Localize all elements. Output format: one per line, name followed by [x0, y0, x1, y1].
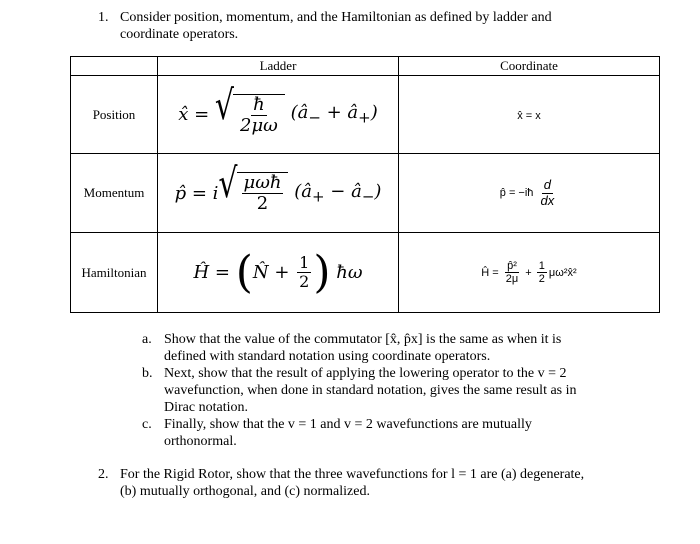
subquestion-a [142, 331, 602, 365]
header-label [71, 57, 158, 76]
row-label-hamiltonian: Hamiltonian [71, 233, 158, 313]
row-label-position: Position [71, 76, 158, 154]
table-row-hamiltonian [71, 233, 660, 313]
operator-table [70, 56, 660, 313]
question-1-number: 1. [98, 10, 109, 25]
subquestion-c-text: Finally, show that the v = 1 and v = 2 wavefunctions are mutually orthonormal. [164, 417, 532, 449]
subquestion-c [142, 416, 602, 450]
position-ladder-formula: x̂ = √ $\frac{ħ}{2\mu\omega}$ ($â_-$ + $â_+$) [158, 76, 399, 154]
question-2-text: For the Rigid Rotor, show that the three wavefunctions for l = 1 are (a) degenerate, (b) mutually orthogonal, and (c) normalized. [120, 467, 585, 499]
subquestion-b [142, 365, 602, 416]
subquestion-b-text: Next, show that the result of applying the lowering operator to the v = 2 wavefunction, when done in standard notation, gives the same result as in Dirac notation. [164, 366, 577, 415]
question-1-text: Consider position, momentum, and the Hamiltonian as defined by ladder and coordinate operators. [120, 10, 552, 42]
hamiltonian-ladder-formula: Ĥ = ( N̂ + $\frac{1}{2}$ ) ħω [158, 233, 399, 313]
table-header-row [71, 57, 660, 76]
header-coordinate: Coordinate [399, 57, 660, 76]
momentum-coordinate-formula: p̂ = −iħ $\frac{d}{dx}$ [399, 154, 660, 233]
position-coordinate-formula [399, 76, 660, 154]
header-ladder: Ladder [158, 57, 399, 76]
subquestion-c-label: c. [142, 417, 152, 432]
subquestion-a-text: Show that the value of the commutator [x̂, p̂x] is the same as when it is defined with standard notation using coordinate operators. [164, 332, 562, 364]
subquestion-a-label: a. [142, 332, 152, 347]
question-2-number: 2. [98, 467, 109, 482]
table-row-position [71, 76, 660, 154]
momentum-ladder-formula: p̂ = i √ $\frac{\text{μωħ}}{2}$ ($â_+$ − $â_-$) [158, 154, 399, 233]
question-2 [98, 466, 598, 500]
subquestion-b-label: b. [142, 366, 153, 381]
hamiltonian-coordinate-formula: Ĥ = $\frac{\text{p̂²}}{2\mu}$ + $\frac{1}{2}$ μω²x̂² [399, 233, 660, 313]
position-coordinate-text: x̂ = x [517, 109, 541, 122]
question-1 [98, 9, 578, 43]
row-label-momentum: Momentum [71, 154, 158, 233]
table-row-momentum [71, 154, 660, 233]
